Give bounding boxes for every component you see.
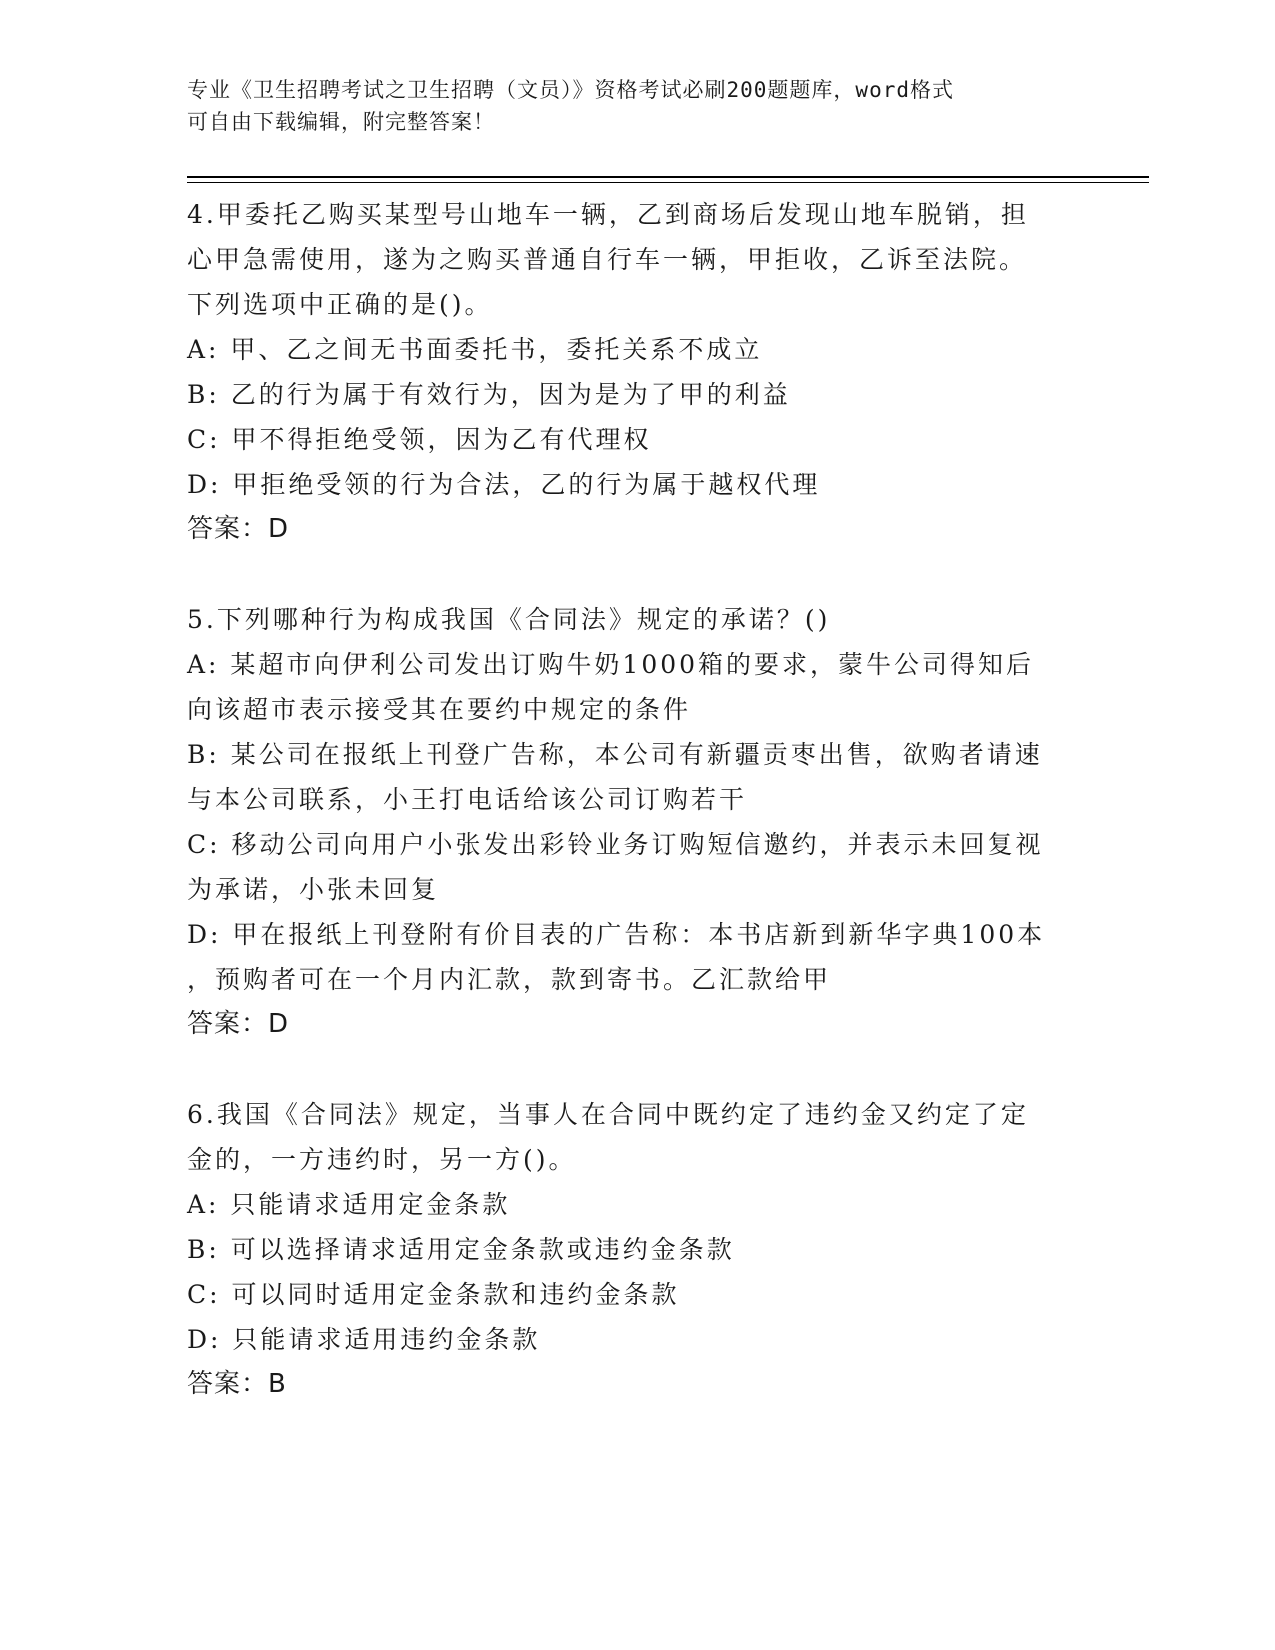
question-block <box>187 192 1087 552</box>
question-list <box>187 192 1087 1407</box>
option-a: A: 某超市向伊利公司发出订购牛奶1000箱的要求，蒙牛公司得知后 <box>187 650 1035 679</box>
document-header <box>187 74 1087 138</box>
header-divider-thick <box>187 176 1149 178</box>
option-d-continued: ，预购者可在一个月内汇款，款到寄书。乙汇款给甲 <box>187 965 832 994</box>
question-spacer <box>187 552 1087 597</box>
option-b: B: 乙的行为属于有效行为，因为是为了甲的利益 <box>187 380 791 409</box>
question-stem-line: 金的，一方违约时，另一方()。 <box>187 1145 577 1174</box>
question-spacer <box>187 1047 1087 1092</box>
option-c: C: 可以同时适用定金条款和违约金条款 <box>187 1280 680 1309</box>
option-d: D: 甲拒绝受领的行为合法，乙的行为属于越权代理 <box>187 470 821 499</box>
option-a-continued: 向该超市表示接受其在要约中规定的条件 <box>187 695 692 724</box>
answer-label: 答案：B <box>187 1369 287 1399</box>
question-stem-line: 心甲急需使用，遂为之购买普通自行车一辆，甲拒收，乙诉至法院。 <box>187 245 1028 274</box>
question-stem-line: 5.下列哪种行为构成我国《合同法》规定的承诺？() <box>187 605 831 634</box>
option-a: A: 只能请求适用定金条款 <box>187 1190 511 1219</box>
option-a: A: 甲、乙之间无书面委托书，委托关系不成立 <box>187 335 763 364</box>
question-block <box>187 1092 1087 1407</box>
option-b: B: 某公司在报纸上刊登广告称，本公司有新疆贡枣出售，欲购者请速 <box>187 740 1043 769</box>
option-b: B: 可以选择请求适用定金条款或违约金条款 <box>187 1235 735 1264</box>
question-block <box>187 597 1087 1047</box>
question-stem-line: 6.我国《合同法》规定，当事人在合同中既约定了违约金又约定了定 <box>187 1100 1029 1129</box>
question-stem-line: 4.甲委托乙购买某型号山地车一辆，乙到商场后发现山地车脱销，担 <box>187 200 1029 229</box>
option-d: D: 甲在报纸上刊登附有价目表的广告称：本书店新到新华字典100本 <box>187 920 1046 949</box>
answer-label: 答案：D <box>187 1009 290 1039</box>
header-line-1: 专业《卫生招聘考试之卫生招聘（文员）》资格考试必刷200题题库，word格式 <box>187 78 954 102</box>
option-c: C: 甲不得拒绝受领，因为乙有代理权 <box>187 425 652 454</box>
header-line-2: 可自由下载编辑，附完整答案！ <box>187 110 495 134</box>
question-stem-line: 下列选项中正确的是()。 <box>187 290 493 319</box>
option-d: D: 只能请求适用违约金条款 <box>187 1325 541 1354</box>
option-c: C: 移动公司向用户小张发出彩铃业务订购短信邀约，并表示未回复视 <box>187 830 1044 859</box>
header-divider-thin <box>187 182 1149 183</box>
option-c-continued: 为承诺，小张未回复 <box>187 875 440 904</box>
answer-label: 答案：D <box>187 514 290 544</box>
option-b-continued: 与本公司联系，小王打电话给该公司订购若干 <box>187 785 748 814</box>
